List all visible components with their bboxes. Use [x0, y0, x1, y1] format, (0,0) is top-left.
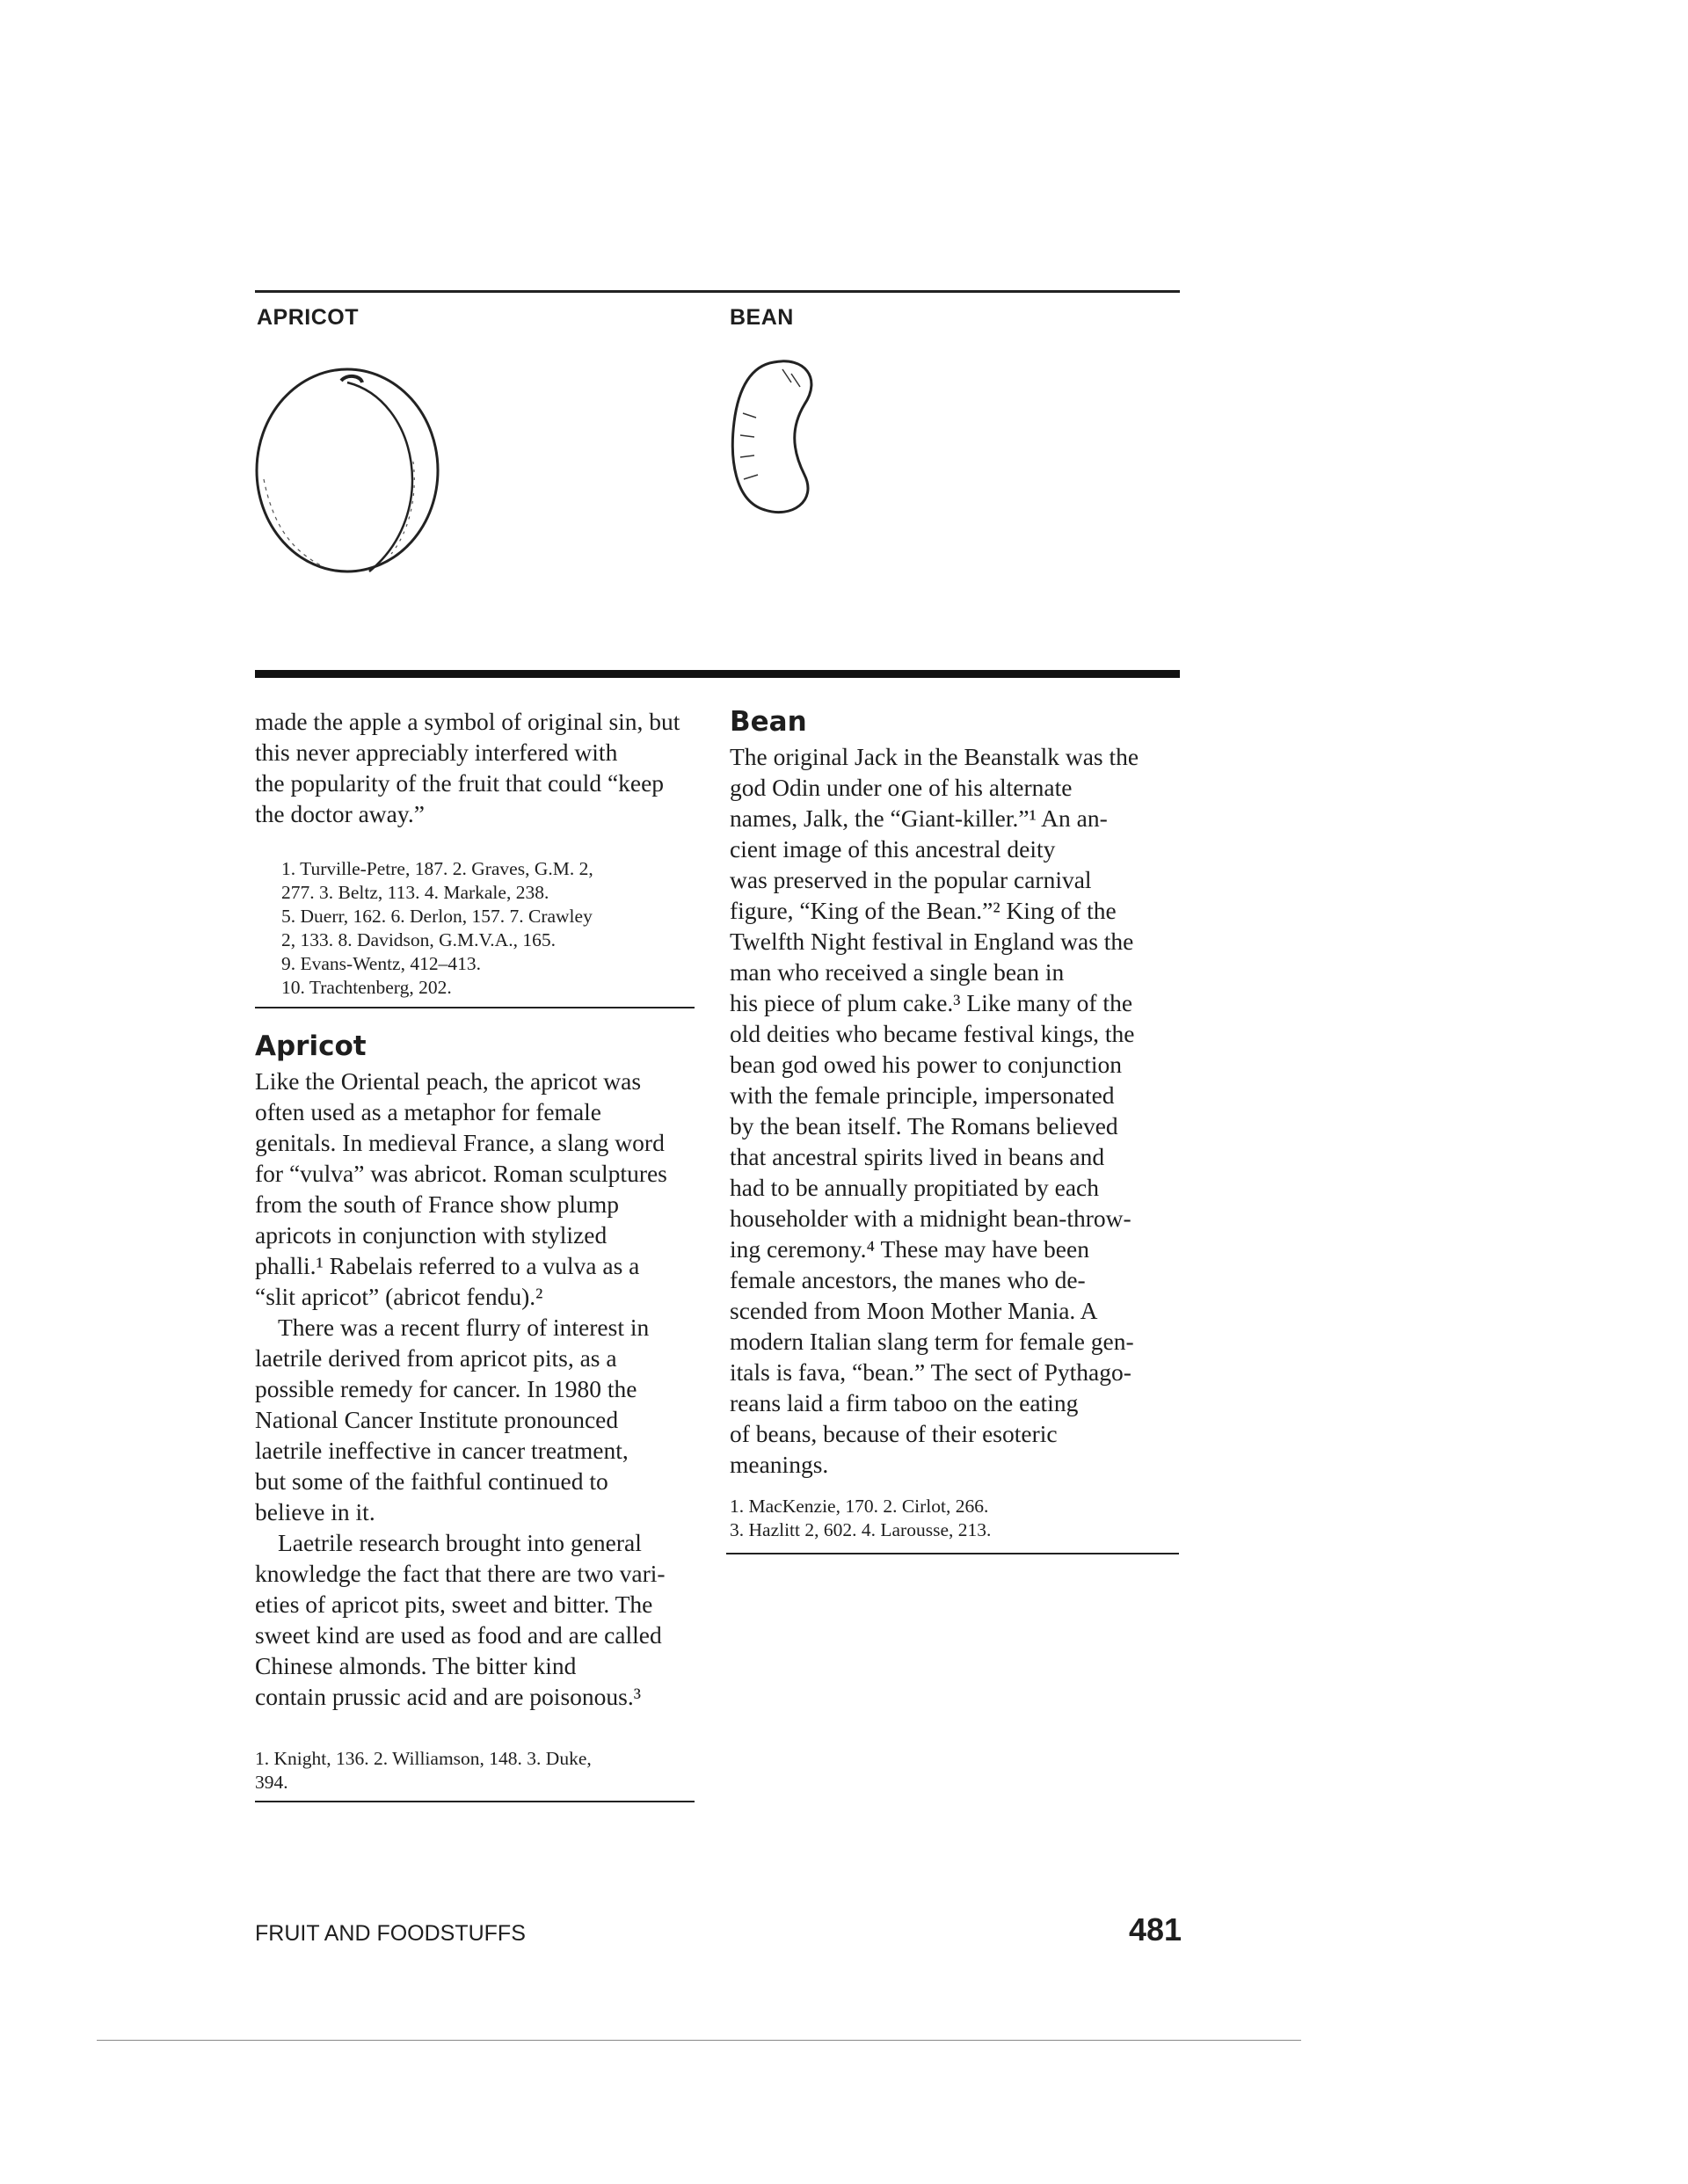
previous-entry-text: made the apple a symbol of original sin, but this never appreciably interfered with the popularity of the fruit that could “keep the doctor away.”	[255, 708, 680, 827]
bean-notes-rule	[726, 1553, 1179, 1554]
apricot-heading: Apricot	[255, 1030, 367, 1062]
notes-rule	[255, 1007, 695, 1008]
apricot-notes: 1. Knight, 136. 2. Williamson, 148. 3. Duke, 394.	[255, 1748, 592, 1793]
apricot-para-3: Laetrile research brought into general knowledge the fact that there are two vari- eties of apricot pits, sweet and bitter. The sweet kind are used as food and are called Chinese almonds. The bitter kind contain prussic acid and are poisonous.³	[255, 1529, 666, 1710]
bean-label: BEAN	[730, 305, 794, 330]
footer-section: FRUIT AND FOODSTUFFS	[255, 1921, 526, 1946]
illustration-divider	[255, 670, 1180, 678]
bean-notes: 1. MacKenzie, 170. 2. Cirlot, 266. 3. Hazlitt 2, 602. 4. Larousse, 213.	[730, 1496, 992, 1540]
apricot-para-2: There was a recent flurry of interest in laetrile derived from apricot pits, as a possible remedy for cancer. In 1980 the National Cancer Institute pronounced laetrile ineffective in cancer treatment, but some of the faithful continued to believe in it.	[255, 1314, 650, 1525]
apricot-para-1: Like the Oriental peach, the apricot was often used as a metaphor for female genitals. In medieval France, a slang word for “vulva” was abricot. Roman sculptures from the south of France show plump apricots in conjunction with stylized phalli.¹ Rabelais referred to a vulva as a “slit apricot” (abricot fendu).²	[255, 1067, 667, 1310]
bean-heading: Bean	[730, 706, 807, 738]
previous-entry-notes: 1. Turville-Petre, 187. 2. Graves, G.M. 2, 277. 3. Beltz, 113. 4. Markale, 238. 5. Duerr, 162. 6. Derlon, 157. 7. Crawley 2, 133. 8. Davidson, G.M.V.A., 165. 9. Evans-Wentz, 412–413. 10. Trachtenberg, 202.	[281, 858, 593, 998]
bean-para-1: The original Jack in the Beanstalk was the god Odin under one of his alternate names, Jalk, the “Giant-killer.”¹ An an- cient image of this ancestral deity was preserved in the popular carnival figure, “King of the Bean.”² King of the Twelfth Night festival in England was the man who received a single bean in his piece of plum cake.³ Like many of the old deities who became festival kings, the bean god owed his power to conjunction with the female principle, impersonated by the bean itself. The Romans believed that ancestral spirits lived in beans and had to be annually propitiated by each householder with a midnight bean-throw- ing ceremony.⁴ These may have been female ancestors, the manes who de- scended from Moon Mother Mania. A modern Italian slang term for female gen- itals is fava, “bean.” The sect of Pythago- reans laid a firm taboo on the eating of beans, because of their esoteric meanings.	[730, 743, 1139, 1478]
apricot-notes-rule	[255, 1801, 695, 1802]
apricot-label: APRICOT	[257, 305, 359, 330]
bottom-scan-line	[97, 2040, 1301, 2041]
top-rule	[255, 290, 1180, 293]
page-number: 481	[1129, 1911, 1182, 1947]
bean-illustration	[721, 352, 826, 519]
apricot-illustration	[237, 347, 466, 593]
